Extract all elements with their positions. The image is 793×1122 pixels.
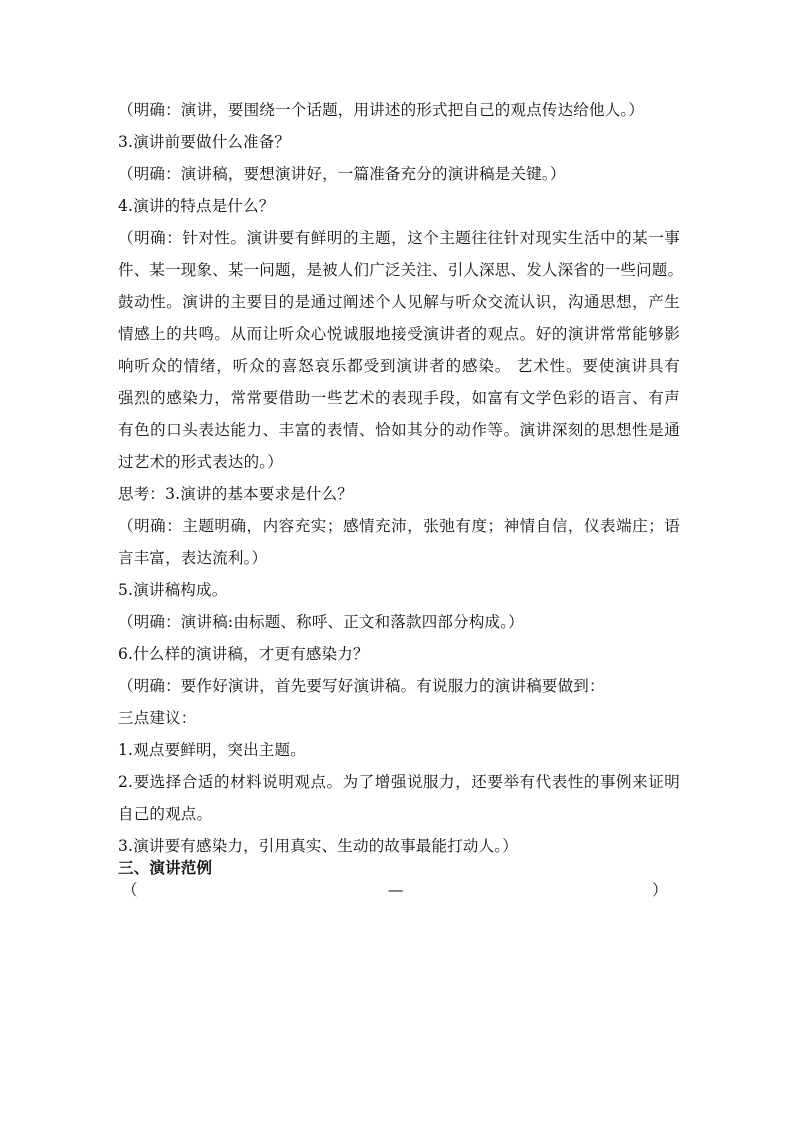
question-3-preparation: 3.演讲前要做什么准备？: [118, 133, 291, 151]
suggestion-2-line-1: 2.要选择合适的材料说明观点。为了增强说服力，还要举有代表性的事例来证明: [118, 773, 680, 791]
range-placeholder-line: [118, 880, 680, 900]
question-5-composition: 5.演讲稿构成。: [118, 581, 228, 599]
answer-requirements-line-1: （明确：主题明确，内容充实；感情充沛，张弛有度；神情自信，仪表端庄；语: [118, 517, 680, 535]
answer-features-line-6: 强烈的感染力，常常要借助一些艺术的表现手段，如富有文学色彩的语言、有声: [118, 389, 680, 407]
answer-features-line-2: 件、某一现象、某一问题，是被人们广泛关注、引人深思、发人深省的一些问题。: [118, 261, 684, 279]
answer-features-line-5: 响听众的情绪，听众的喜怒哀乐都受到演讲者的感染。 艺术性。要使演讲具有: [118, 357, 680, 375]
close-parenthesis: ）: [652, 881, 668, 899]
question-4-features: 4.演讲的特点是什么？: [118, 197, 275, 215]
answer-features-line-3: 鼓动性。演讲的主要目的是通过阐述个人见解与听众交流认识，沟通思想，产生: [118, 293, 680, 311]
open-parenthesis: （: [122, 881, 138, 899]
answer-features-line-8: 过艺术的形式表达的。）: [118, 453, 283, 471]
range-dash: —: [388, 881, 404, 899]
answer-appeal-intro: （明确：要作好演讲，首先要写好演讲稿。有说服力的演讲稿要做到：: [118, 677, 605, 695]
section-heading-speech-examples: 三、演讲范例: [118, 858, 213, 877]
three-suggestions-label: 三点建议：: [118, 709, 197, 727]
answer-speech-definition: （明确：演讲，要围绕一个话题，用讲述的形式把自己的观点传达给他人。）: [118, 101, 645, 119]
answer-features-line-4: 情感上的共鸣。从而让听众心悦诚服地接受演讲者的观点。好的演讲常常能够影: [118, 325, 680, 343]
think-question-requirements: 思考：3.演讲的基本要求是什么？: [118, 485, 353, 503]
suggestion-3: 3.演讲要有感染力，引用真实、生动的故事最能打动人。）: [118, 837, 518, 855]
answer-features-line-7: 有色的口头表达能力、丰富的表情、恰如其分的动作等。演讲深刻的思想性是通: [118, 421, 680, 439]
question-6-appeal: 6.什么样的演讲稿，才更有感染力？: [118, 645, 369, 663]
suggestion-1: 1.观点要鲜明，突出主题。: [118, 741, 306, 759]
answer-composition: （明确：演讲稿:由标题、称呼、正文和落款四部分构成。）: [118, 613, 524, 631]
answer-features-line-1: （明确：针对性。演讲要有鲜明的主题，这个主题往往针对现实生活中的某一事: [118, 229, 680, 247]
answer-preparation: （明确：演讲稿，要想演讲好，一篇准备充分的演讲稿是关键。）: [118, 165, 566, 183]
suggestion-2-line-2: 自己的观点。: [118, 805, 213, 823]
answer-requirements-line-2: 言丰富，表达流利。）: [118, 549, 268, 567]
